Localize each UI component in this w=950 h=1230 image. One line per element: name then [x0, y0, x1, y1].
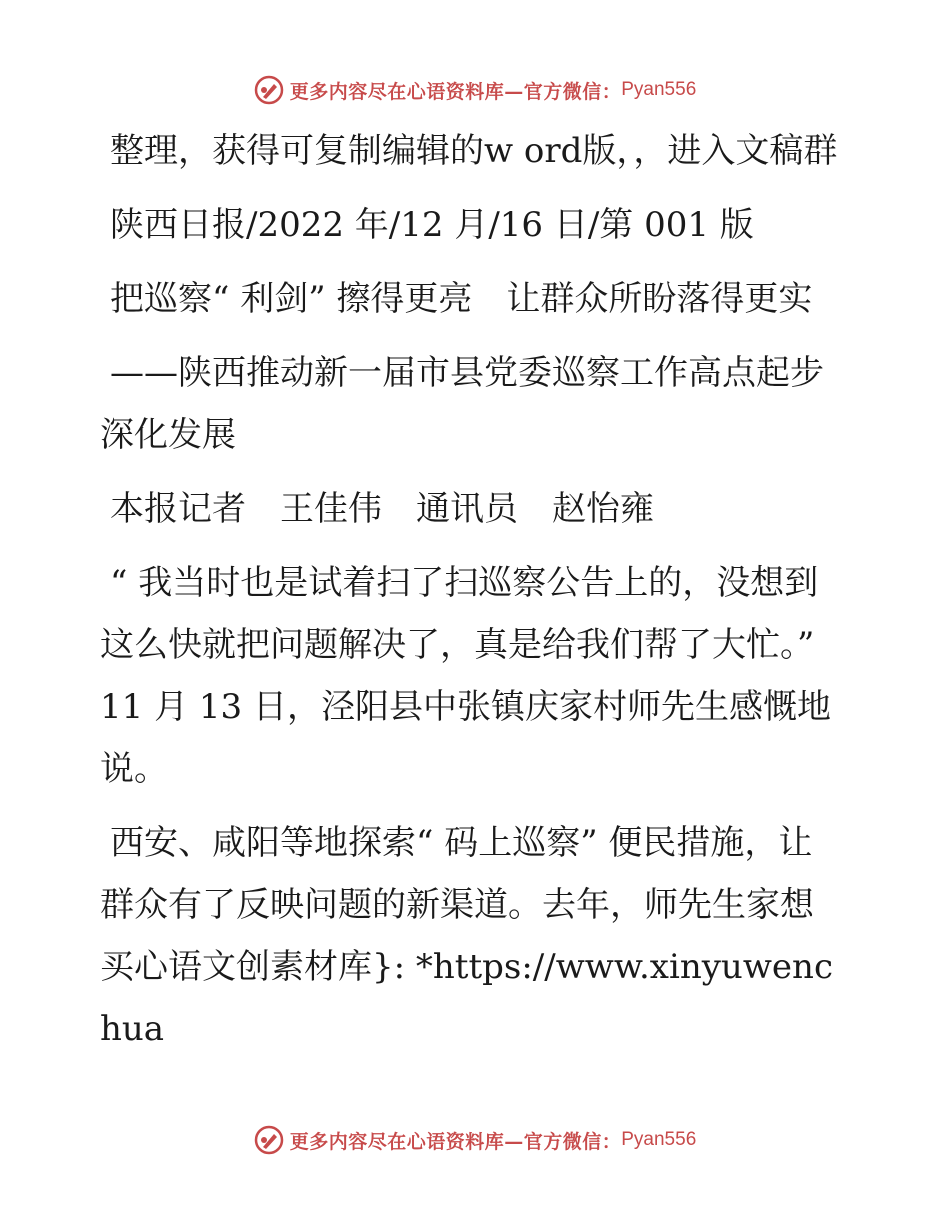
watermark-text: 更多内容尽在心语资料库—官方微信：	[289, 1130, 622, 1153]
body-paragraph: “ 我当时也是试着扫了扫巡察公告上的，没想到这么快就把问题解决了，真是给我们帮了大忙。” 11 月 13 日，泾阳县中张镇庆家村师先生感慨地说。	[100, 563, 831, 789]
body-paragraph: 西安、咸阳等地探索“ 码上巡察” 便民措施，让群众有了反映问题的新渠道。去年，师先生家想买心语文创素材库}: *https://www.xinyuwenchua	[100, 823, 833, 1049]
document-body	[0, 120, 950, 1072]
intro-paragraph: 整理，获得可复制编辑的w ord版，，进入文稿群	[110, 131, 838, 171]
pen-logo-icon	[254, 1125, 284, 1155]
watermark-wechat-id: Pyan556	[621, 1129, 697, 1150]
pen-logo-icon	[254, 75, 284, 105]
watermark-footer	[0, 1120, 950, 1160]
publication-line: 陕西日报/2022 年/12 月/16 日/第 001 版	[110, 205, 754, 245]
watermark-wechat-id: Pyan556	[621, 79, 697, 100]
watermark-header	[0, 70, 950, 110]
subheadline: ——陕西推动新一届市县党委巡察工作高点起步深化发展	[100, 353, 824, 455]
byline: 本报记者 王佳伟 通讯员 赵怡雍	[110, 489, 654, 529]
watermark-text: 更多内容尽在心语资料库—官方微信：	[289, 80, 622, 103]
headline: 把巡察“ 利剑” 擦得更亮 让群众所盼落得更实	[110, 279, 813, 319]
